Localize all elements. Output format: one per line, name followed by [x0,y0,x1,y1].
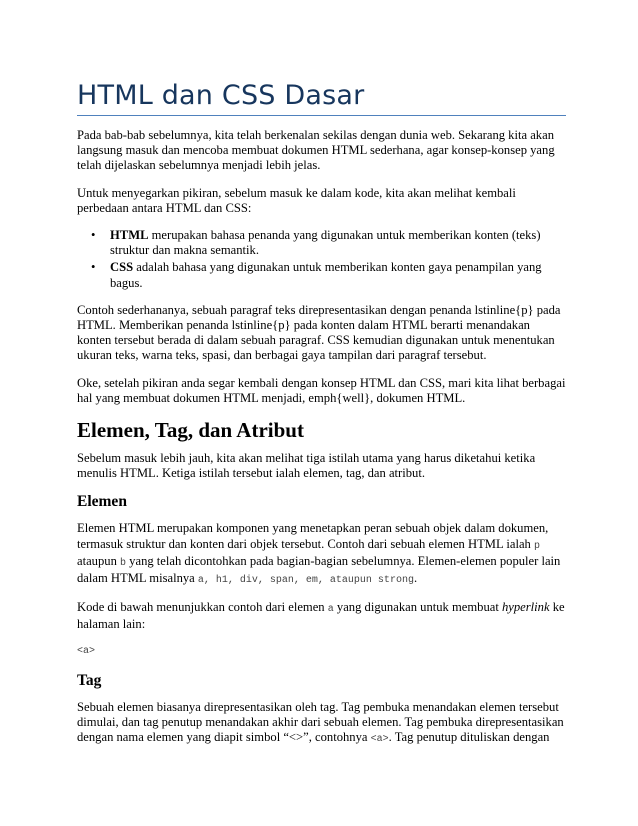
intro-paragraph-1: Pada bab-bab sebelumnya, kita telah berkenalan sekilas dengan dunia web. Sekarang kita akan langsung masuk dan mencoba membuat dokumen HTML sederhana, agar konsep-konsep yang telah dijelaskan sebelumnya menjadi lebih jelas. [77,128,555,173]
term-html: HTML [110,228,149,243]
inline-code: <a> [370,734,389,746]
tag-paragraph-1: Sebuah elemen biasanya direpresentasikan oleh tag. Tag pembuka menandakan elemen tersebut dimulai, dan tag penutup menandakan akhir dari sebuah elemen. Tag pembuka direpresentasikan dengan nama elemen yang diapit simbol “<>”, contohnya <a>. Tag penutup dituliskan dengan [77,699,564,746]
inline-code: b [120,557,127,569]
list-item-html-text: merupakan bahasa penanda yang digunakan untuk memberikan konten (teks) struktur dan makna semantik. [110,228,541,258]
page-title: HTML dan CSS Dasar [77,80,566,116]
inline-code: p [534,540,541,552]
intro-paragraph-3: Contoh sederhananya, sebuah paragraf teks direpresentasikan dengan penanda lstinline{p} pada HTML. Memberikan penanda lstinline{p} pada konten dalam HTML berarti menandakan konten tersebut berada di dalam sebuah paragraf. CSS kemudian digunakan untuk menentukan ukuran teks, warna teks, spasi, dan berbagai gaya tampilan dari paragraf tersebut. [77,302,561,363]
bullet-icon: • [91,228,96,243]
inline-code: a [327,604,334,616]
html-css-list [77,228,566,291]
intro-paragraph-4: Oke, setelah pikiran anda segar kembali dengan konsep HTML dan CSS, mari kita lihat berbagai hal yang membuat dokumen HTML menjadi, emph{well}, dokumen HTML. [77,375,566,405]
section-paragraph: Sebelum masuk lebih jauh, kita akan melihat tiga istilah utama yang harus diketahui ketika menulis HTML. Ketiga istilah tersebut ialah elemen, tag, dan atribut. [77,451,536,481]
subheading-elemen: Elemen [77,493,127,511]
elemen-paragraph-1: Elemen HTML merupakan komponen yang menetapkan peran sebuah objek dalam dokumen, termasuk struktur dan konten dari objek tersebut. Contoh dari sebuah elemen HTML ialah p ataupun b yang telah dicontohkan pada bagian-bagian sebelumnya. Elemen-elemen populer lain dalam HTML misalnya a, h1, div, span, em, ataupun strong. [77,521,561,587]
inline-code: a, h1, div, span, em, ataupun strong [197,575,414,587]
section-heading: Elemen, Tag, dan Atribut [77,418,304,443]
subheading-tag: Tag [77,671,102,689]
list-item-html [91,228,566,258]
code-block: <a> [77,645,96,657]
elemen-paragraph-2: Kode di bawah menunjukkan contoh dari elemen a yang digunakan untuk membuat hyperlink ke halaman lain: [77,600,565,632]
intro-paragraph-2: Untuk menyegarkan pikiran, sebelum masuk ke dalam kode, kita akan melihat kembali perbedaan antara HTML dan CSS: [77,185,516,215]
term-css: CSS [110,260,134,275]
emphasis-hyperlink: hyperlink [502,600,550,615]
bullet-icon: • [91,260,96,275]
list-item-css-text: adalah bahasa yang digunakan untuk memberikan konten gaya penampilan yang bagus. [110,260,542,290]
list-item-css [91,260,566,290]
